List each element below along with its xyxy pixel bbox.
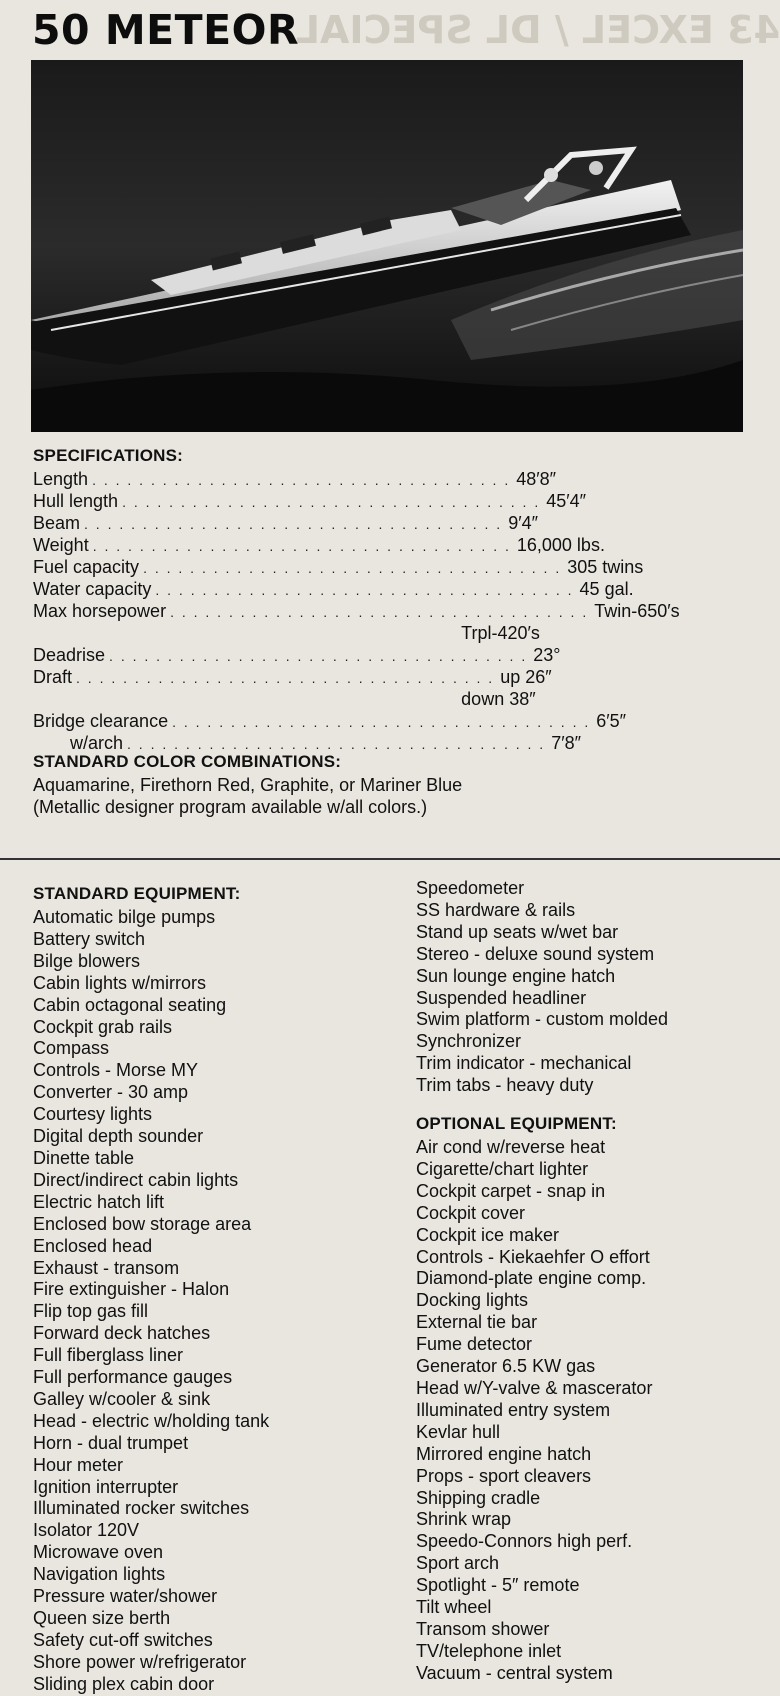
optional-equipment-heading: OPTIONAL EQUIPMENT: xyxy=(416,1114,617,1133)
equipment-item: Head - electric w/holding tank xyxy=(33,1410,270,1431)
leader-dots: . . . . . . . . . . . . . . . . . . . . . . . . . . . . . . . . . . . . xyxy=(92,472,511,488)
equipment-item: Digital depth sounder xyxy=(33,1126,204,1147)
equipment-item: Cockpit grab rails xyxy=(33,1016,173,1037)
spec-row xyxy=(33,600,680,622)
leader-dots: . . . . . . . . . . . . . . . . . . . . . . . . . . . . . . . . . . . . xyxy=(92,538,511,554)
equipment-item: Navigation lights xyxy=(33,1564,166,1585)
equipment-item: Bilge blowers xyxy=(33,950,141,971)
equipment-item: Queen size berth xyxy=(33,1608,171,1628)
equipment-item: External tie bar xyxy=(416,1312,538,1333)
equipment-item: Props - sport cleavers xyxy=(416,1465,592,1486)
color-combinations-text xyxy=(33,774,753,818)
equipment-item: Generator 6.5 KW gas xyxy=(416,1356,596,1377)
equipment-item: Air cond w/reverse heat xyxy=(416,1137,606,1157)
bleed-through-heading: 43 EXCEL / DL SPECIAL xyxy=(295,8,780,52)
equipment-item: Converter - 30 amp xyxy=(33,1082,189,1103)
spec-row xyxy=(33,644,561,666)
equipment-item: Fire extinguisher - Halon xyxy=(33,1279,230,1300)
equipment-item: Full fiberglass liner xyxy=(33,1345,184,1366)
equipment-item: Synchronizer xyxy=(416,1031,522,1052)
equipment-item: Enclosed bow storage area xyxy=(33,1213,252,1234)
equipment-item: Transom shower xyxy=(416,1618,550,1639)
equipment-item: Speedo-Connors high perf. xyxy=(416,1531,633,1552)
spec-row xyxy=(33,622,540,644)
equipment-item: Compass xyxy=(33,1038,110,1059)
spec-row xyxy=(33,666,552,688)
equipment-item: Automatic bilge pumps xyxy=(33,907,216,927)
spec-row xyxy=(33,578,634,600)
spec-value: 6′5″ xyxy=(596,711,627,731)
spec-row xyxy=(33,512,538,534)
equipment-item: Forward deck hatches xyxy=(33,1323,211,1344)
leader-dots: . . . . . . . . . . . . . . . . . . . . . . . . . . . . . . . . . . . . xyxy=(122,494,541,510)
equipment-item: Controls - Kiekaehfer O effort xyxy=(416,1246,650,1267)
page-title: 50 METEOR xyxy=(32,6,300,54)
equipment-item: Head w/Y-valve & mascerator xyxy=(416,1377,653,1398)
standard-equipment-heading: STANDARD EQUIPMENT: xyxy=(33,884,241,903)
leader-dots: . . . . . . . . . . . . . . . . . . . . . . . . . . . . . . . . . . . . xyxy=(84,516,503,532)
leader-dots: . . . . . . . . . . . . . . . . . . . . . . . . . . . . . . . . . . . . xyxy=(143,560,562,576)
spec-value: 305 twins xyxy=(567,557,644,577)
equipment-item: Shore power w/refrigerator xyxy=(33,1651,247,1672)
equipment-item: Mirrored engine hatch xyxy=(416,1443,592,1464)
standard-equipment-list-continued xyxy=(416,878,668,1097)
spec-value: down 38″ xyxy=(461,689,536,709)
equipment-item: Enclosed head xyxy=(33,1235,153,1256)
color-combinations-line: Aquamarine, Firethorn Red, Graphite, or Mariner Blue xyxy=(33,775,463,795)
leader-dots: . . . . . . . . . . . . . . . . . . . . . . . . . . . . . . . . . . . . xyxy=(155,582,574,598)
spec-row xyxy=(33,534,605,556)
section-divider xyxy=(0,858,780,860)
spec-label: w/arch xyxy=(70,733,124,753)
equipment-item: Stereo - deluxe sound system xyxy=(416,943,655,964)
spec-label: Beam xyxy=(33,513,81,533)
spec-value: 16,000 lbs. xyxy=(516,535,605,555)
equipment-item: Isolator 120V xyxy=(33,1520,140,1541)
color-combinations-note: (Metallic designer program available w/all colors.) xyxy=(33,797,428,817)
spec-row xyxy=(33,710,627,732)
spec-row xyxy=(33,556,644,578)
equipment-item: Dinette table xyxy=(33,1147,135,1168)
spec-label: Max horsepower xyxy=(33,601,167,621)
equipment-item: Sliding plex cabin door xyxy=(33,1673,215,1694)
standard-equipment-list xyxy=(33,907,269,1696)
equipment-item: Cockpit cover xyxy=(416,1202,526,1223)
equipment-item: Illuminated rocker switches xyxy=(33,1498,250,1519)
equipment-item: Microwave oven xyxy=(33,1542,164,1563)
equipment-item: Cockpit carpet - snap in xyxy=(416,1180,606,1201)
spec-value: 45′4″ xyxy=(546,491,587,511)
equipment-item: Suspended headliner xyxy=(416,987,587,1008)
spec-label: Draft xyxy=(33,667,73,687)
equipment-item: Full performance gauges xyxy=(33,1367,233,1388)
leader-dots: . . . . . . . . . . . . . . . . . . . . . . . . . . . . . . . . . . . . xyxy=(76,670,495,686)
equipment-item: Stand up seats w/wet bar xyxy=(416,921,619,942)
leader-dots: . . . . . . . . . . . . . . . . . . . . . . . . . . . . . . . . . . . . xyxy=(109,648,528,664)
equipment-item: Fume detector xyxy=(416,1334,533,1355)
equipment-item: Tilt wheel xyxy=(416,1597,492,1618)
equipment-item: Trim tabs - heavy duty xyxy=(416,1075,594,1096)
spec-row xyxy=(33,732,581,754)
leader-dots: . . . . . . . . . . . . . . . . . . . . . . . . . . . . . . . . . . . . xyxy=(127,736,546,752)
spec-label: Fuel capacity xyxy=(33,557,140,577)
equipment-item: Trim indicator - mechanical xyxy=(416,1053,632,1074)
equipment-item: Hour meter xyxy=(33,1454,124,1475)
leader-dots: . . . . . . . . . . . . . . . . . . . . . . . . . . . . . . . . . . . . xyxy=(170,604,589,620)
equipment-item: Diamond-plate engine comp. xyxy=(416,1268,647,1289)
equipment-item: Illuminated entry system xyxy=(416,1399,611,1420)
equipment-item: Swim platform - custom molded xyxy=(416,1009,669,1030)
equipment-item: Speedometer xyxy=(416,878,525,898)
boat-photo xyxy=(31,60,743,432)
equipment-item: Spotlight - 5″ remote xyxy=(416,1575,580,1596)
spec-label: Water capacity xyxy=(33,579,152,599)
equipment-item: Direct/indirect cabin lights xyxy=(33,1169,239,1190)
spec-value: 7′8″ xyxy=(551,733,581,753)
spec-value: up 26″ xyxy=(500,667,552,687)
equipment-item: Docking lights xyxy=(416,1290,529,1311)
equipment-item: Shipping cradle xyxy=(416,1487,541,1508)
speedboat-photo-icon xyxy=(31,60,743,432)
equipment-item: Shrink wrap xyxy=(416,1509,512,1530)
spec-value: 9′4″ xyxy=(508,513,538,533)
spec-label: Hull length xyxy=(33,491,119,511)
equipment-item: Cabin lights w/mirrors xyxy=(33,972,207,993)
equipment-item: Cabin octagonal seating xyxy=(33,994,227,1015)
optional-equipment-list xyxy=(416,1137,652,1685)
equipment-item: Cigarette/chart lighter xyxy=(416,1158,589,1179)
equipment-item: Battery switch xyxy=(33,928,146,949)
spec-row xyxy=(33,490,587,512)
equipment-item: Ignition interrupter xyxy=(33,1476,179,1497)
spec-value: Twin-650′s xyxy=(594,601,680,621)
equipment-item: Safety cut-off switches xyxy=(33,1629,213,1650)
specifications-heading: SPECIFICATIONS: xyxy=(33,446,184,465)
spec-label: Length xyxy=(33,469,89,489)
equipment-item: Courtesy lights xyxy=(33,1104,153,1125)
spec-value: Trpl-420′s xyxy=(461,623,540,643)
equipment-item: Sun lounge engine hatch xyxy=(416,965,616,986)
equipment-item: Flip top gas fill xyxy=(33,1301,149,1322)
spec-label: Deadrise xyxy=(33,645,106,665)
spec-row xyxy=(33,688,536,710)
spec-value: 23° xyxy=(533,645,561,665)
equipment-item: Exhaust - transom xyxy=(33,1257,180,1278)
equipment-item: Electric hatch lift xyxy=(33,1191,165,1212)
equipment-item: TV/telephone inlet xyxy=(416,1640,562,1661)
leader-dots: . . . . . . . . . . . . . . . . . . . . . . . . . . . . . . . . . . . . xyxy=(172,714,591,730)
spec-label: Weight xyxy=(33,535,89,555)
equipment-item: SS hardware & rails xyxy=(416,899,576,920)
spec-value: 48′8″ xyxy=(516,469,557,489)
equipment-item: Cockpit ice maker xyxy=(416,1224,560,1245)
color-combinations-heading: STANDARD COLOR COMBINATIONS: xyxy=(33,752,342,771)
equipment-item: Pressure water/shower xyxy=(33,1586,218,1607)
equipment-item: Vacuum - central system xyxy=(416,1662,613,1683)
spec-row xyxy=(33,468,557,490)
equipment-item: Sport arch xyxy=(416,1553,500,1574)
equipment-item: Galley w/cooler & sink xyxy=(33,1388,211,1409)
equipment-item: Controls - Morse MY xyxy=(33,1060,199,1081)
equipment-item: Kevlar hull xyxy=(416,1421,501,1442)
equipment-item: Horn - dual trumpet xyxy=(33,1432,189,1453)
specifications-table xyxy=(33,468,680,754)
spec-value: 45 gal. xyxy=(579,579,634,599)
spec-label: Bridge clearance xyxy=(33,711,169,731)
